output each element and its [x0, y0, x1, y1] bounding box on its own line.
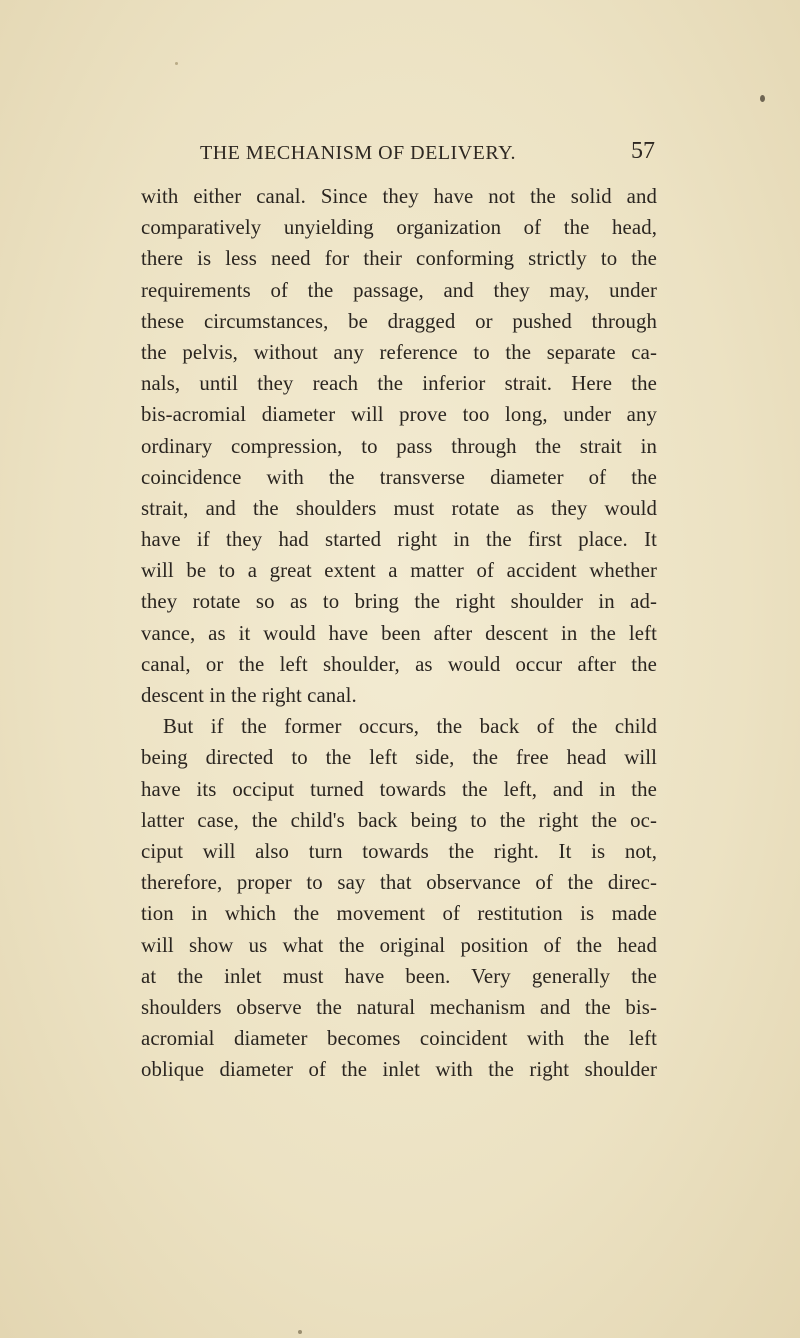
text-line: being directed to the left side, the free head will: [141, 746, 657, 770]
text-line: have its occiput turned towards the left, and in the: [141, 777, 657, 801]
text-line: strait, and the shoulders must rotate as they would: [141, 496, 657, 520]
text-line: these circumstances, be dragged or pushed through: [141, 309, 657, 333]
text-line: requirements of the passage, and they may, under: [141, 278, 657, 302]
text-line: there is less need for their conforming strictly to the: [141, 247, 657, 271]
text-line: vance, as it would have been after descent in the left: [141, 621, 657, 645]
text-line: at the inlet must have been. Very generally the: [141, 964, 657, 988]
text-line: latter case, the child's back being to the right the oc-: [141, 808, 657, 832]
text-line: But if the former occurs, the back of the child: [163, 715, 657, 739]
text-line: ciput will also turn towards the right. It is not,: [141, 839, 657, 863]
text-line: acromial diameter becomes coincident with the left: [141, 1027, 657, 1051]
text-line: coincidence with the transverse diameter of the: [141, 465, 657, 489]
text-line: canal, or the left shoulder, as would occur after the: [141, 652, 657, 676]
paper-speck: [298, 1330, 302, 1334]
running-head: [200, 138, 655, 172]
text-line: the pelvis, without any reference to the separate ca-: [141, 340, 657, 364]
text-line: have if they had started right in the first place. It: [141, 528, 657, 552]
page-number: 57: [631, 138, 655, 164]
text-line: shoulders observe the natural mechanism and the bis-: [141, 995, 657, 1019]
paper-speck: [760, 95, 765, 102]
paper-speck: [175, 62, 178, 65]
text-line: bis-acromial diameter will prove too long, under any: [141, 403, 657, 427]
text-line: comparatively unyielding organization of the head,: [141, 216, 657, 240]
text-line: ordinary compression, to pass through the strait in: [141, 434, 657, 458]
body-text: [141, 181, 657, 1085]
text-line: oblique diameter of the inlet with the right shoulder: [141, 1058, 657, 1082]
text-line: will show us what the original position of the head: [141, 933, 657, 957]
text-line: nals, until they reach the inferior strait. Here the: [141, 372, 657, 396]
running-title: THE MECHANISM OF DELIVERY.: [200, 142, 516, 164]
text-line: therefore, proper to say that observance of the direc-: [141, 871, 657, 895]
text-line: descent in the right canal.: [141, 684, 357, 707]
text-line: will be to a great extent a matter of accident whether: [141, 559, 657, 583]
text-line: tion in which the movement of restitution is made: [141, 902, 657, 926]
text-line: with either canal. Since they have not the solid and: [141, 185, 657, 208]
text-line: they rotate so as to bring the right shoulder in ad-: [141, 590, 657, 614]
